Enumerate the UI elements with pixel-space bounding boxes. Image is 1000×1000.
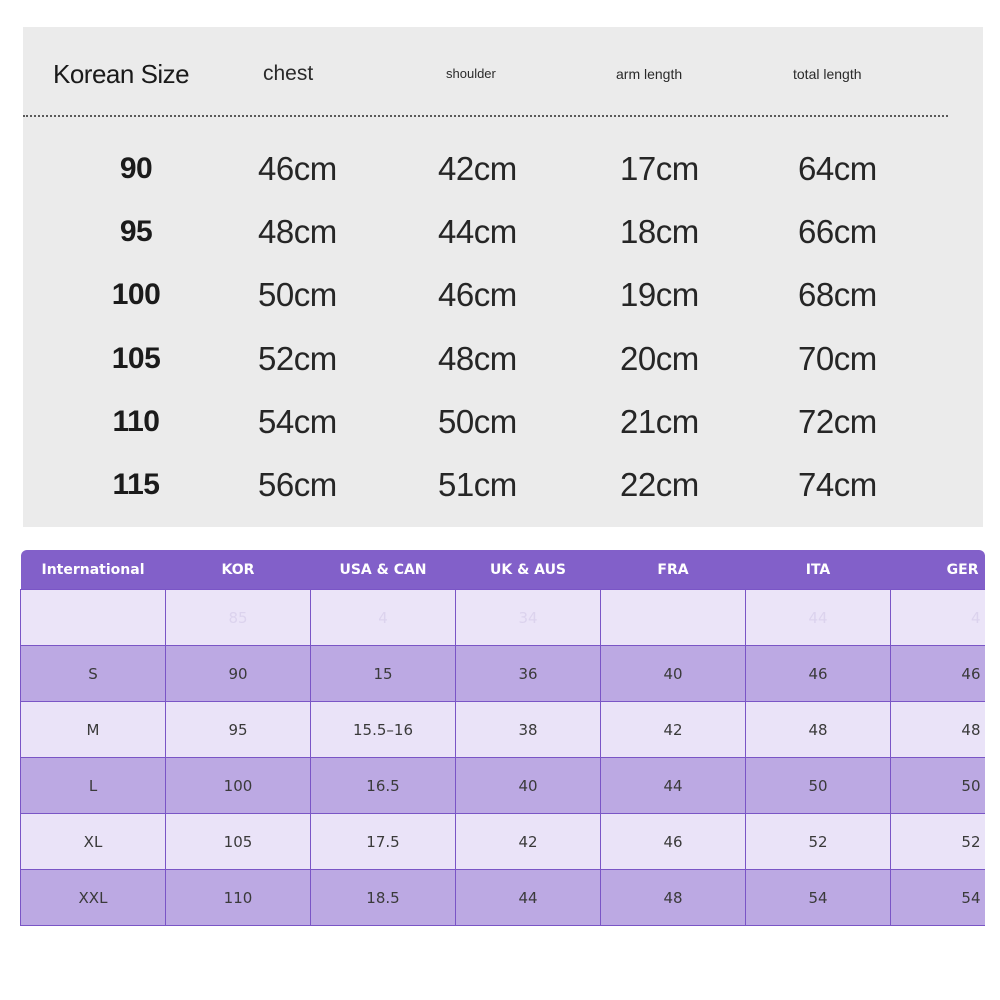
table-cell: XL [21,814,166,870]
table-cell: 48 [746,702,891,758]
table-cell: 85 [166,590,311,646]
table-cell: 54 [746,870,891,926]
table-cell: 18.5 [311,870,456,926]
korean-size-header [23,27,983,119]
table-cell: 44 [601,758,746,814]
column-header-ita: ITA [746,550,891,590]
korean-size-row [23,390,983,453]
korean-size-row [23,137,983,200]
shoulder-cell: 48cm [438,339,517,377]
table-cell: 34 [456,590,601,646]
table-cell: 95 [166,702,311,758]
table-cell: 50 [891,758,985,814]
arm-length-column-header: arm length [616,66,683,82]
arm-length-cell: 22cm [620,465,699,503]
table-row [21,870,985,926]
size-cell: 90 [119,152,153,185]
size-cell: 115 [112,467,160,501]
table-cell: 4 [891,590,985,646]
column-header-ger: GER [891,550,985,590]
table-row [21,758,985,814]
table-cell: 105 [166,814,311,870]
table-cell: 42 [456,814,601,870]
table-cell: M [21,702,166,758]
korean-size-row [23,327,983,390]
table-cell: 46 [891,646,985,702]
shoulder-cell: 51cm [438,465,517,503]
total-length-cell: 74cm [798,465,877,503]
korean-size-title: Korean Size [53,59,190,89]
column-header-international: International [21,550,166,590]
table-row [21,702,985,758]
table-cell: 44 [746,590,891,646]
table-cell: 44 [456,870,601,926]
column-header-uk-aus: UK & AUS [456,550,601,590]
korean-size-chart [23,27,983,527]
korean-size-row [23,200,983,263]
table-cell: 38 [456,702,601,758]
table-cell: 52 [746,814,891,870]
header-divider [23,115,948,117]
column-header-usa-can: USA & CAN [311,550,456,590]
total-length-column-header: total length [793,66,862,82]
table-cell: 110 [166,870,311,926]
conversion-header-row [21,550,985,590]
chest-cell: 52cm [258,339,337,377]
table-cell: 48 [601,870,746,926]
arm-length-cell: 17cm [620,150,699,187]
total-length-cell: 66cm [798,213,877,251]
table-cell: 42 [601,702,746,758]
size-conversion-table [20,550,985,926]
table-cell: 90 [166,646,311,702]
table-cell: 52 [891,814,985,870]
table-cell: 50 [746,758,891,814]
shoulder-cell: 42cm [438,150,517,187]
table-cell: 100 [166,758,311,814]
chest-cell: 54cm [258,402,337,440]
table-cell: 16.5 [311,758,456,814]
table-cell: 17.5 [311,814,456,870]
column-header-kor: KOR [166,550,311,590]
column-header-fra: FRA [601,550,746,590]
arm-length-cell: 21cm [620,402,699,440]
korean-size-rows [23,137,983,516]
korean-size-row [23,263,983,326]
table-cell: 54 [891,870,985,926]
table-row [21,646,985,702]
size-cell: 110 [112,404,160,438]
table-cell: 15 [311,646,456,702]
table-cell: 40 [456,758,601,814]
table-cell: XXL [21,870,166,926]
total-length-cell: 72cm [798,402,877,440]
shoulder-cell: 50cm [438,402,517,440]
table-cell: 46 [601,814,746,870]
table-cell: 46 [746,646,891,702]
size-cell: 100 [111,278,161,312]
arm-length-cell: 18cm [620,213,699,251]
table-cell: 4 [311,590,456,646]
shoulder-cell: 46cm [438,276,517,314]
shoulder-column-header: shoulder [446,66,496,81]
table-cell: S [21,646,166,702]
table-cell [601,590,746,646]
total-length-cell: 70cm [798,339,877,377]
size-cell: 105 [111,341,161,375]
chest-column-header: chest [263,62,314,85]
shoulder-cell: 44cm [438,213,517,251]
arm-length-cell: 19cm [620,276,699,314]
table-row [21,590,985,646]
table-cell: 15.5–16 [311,702,456,758]
chest-cell: 48cm [258,213,337,251]
table-cell: 48 [891,702,985,758]
table-cell: 40 [601,646,746,702]
table-cell [21,590,166,646]
chest-cell: 46cm [258,150,337,187]
arm-length-cell: 20cm [620,339,699,377]
total-length-cell: 64cm [798,150,877,187]
table-cell: L [21,758,166,814]
size-cell: 95 [119,215,153,249]
table-row [21,814,985,870]
table-cell: 36 [456,646,601,702]
korean-size-row [23,453,983,516]
chest-cell: 50cm [258,276,337,314]
total-length-cell: 68cm [798,276,877,314]
chest-cell: 56cm [258,465,337,503]
